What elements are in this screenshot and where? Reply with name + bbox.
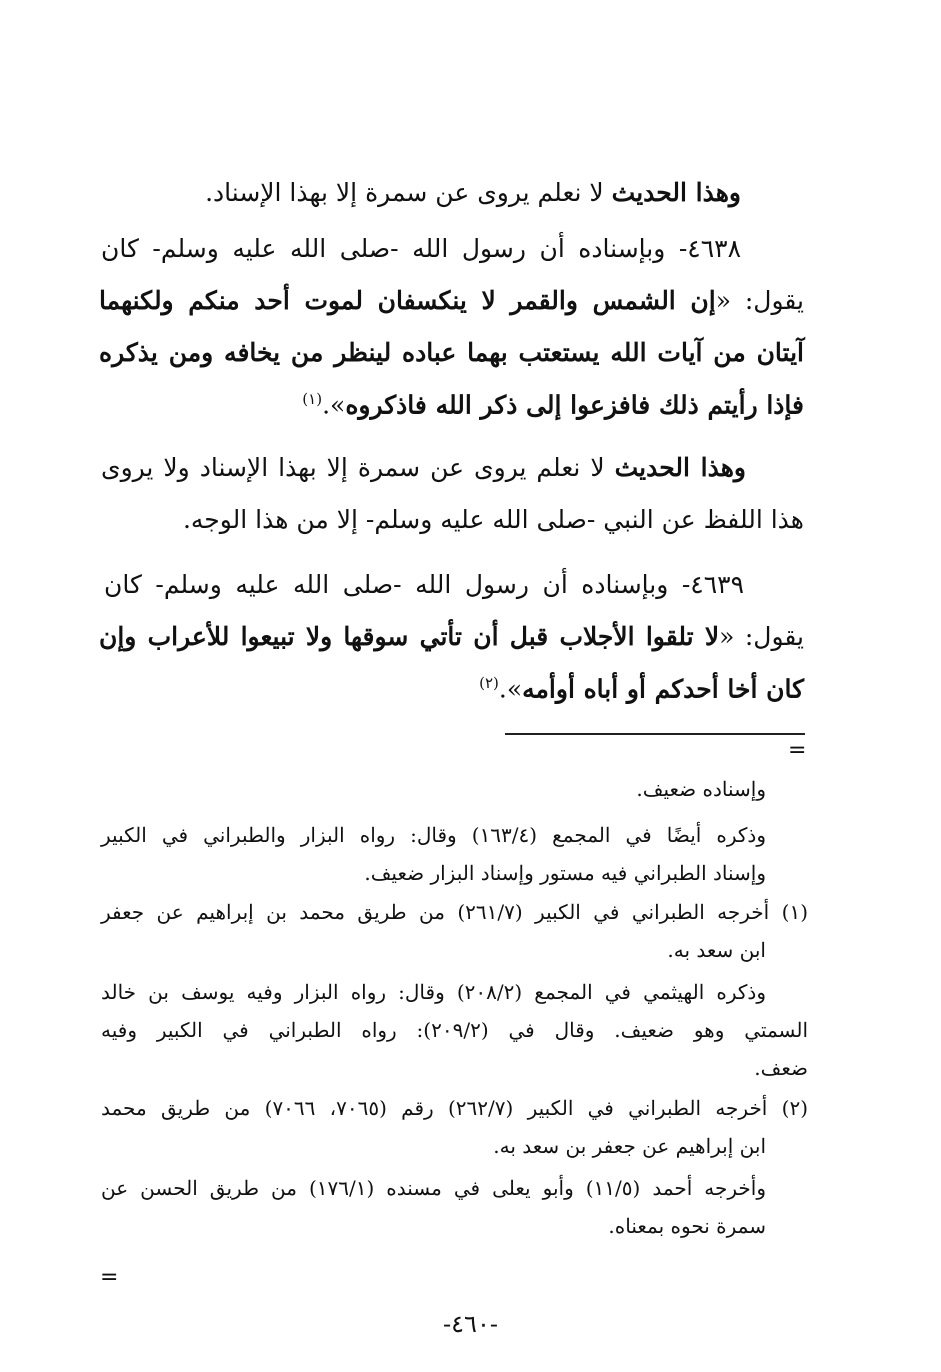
text-span: لا نعلم يروى عن سمرة إلا بهذا الإسناد ولا يروى xyxy=(101,453,605,482)
paragraph-2-line-2 xyxy=(183,507,804,532)
footnote-line xyxy=(101,1178,766,1198)
bold-phrase: آيتان من آيات الله يستعتب بهما عباده لينظر من يخافه ومن يذكره xyxy=(99,338,804,367)
text-span: السمتي وهو ضعيف. وقال في (٢٠٩/٢): رواه الطبراني في الكبير وفيه xyxy=(101,1018,809,1042)
text-span: ابن إبراهيم عن جعفر بن سعد به. xyxy=(493,1134,766,1158)
footnote-separator xyxy=(505,733,805,735)
hadith-4639-line-1 xyxy=(104,572,744,597)
text-span: ٤٦٣٩- وبإسناده أن رسول الله -صلى الله عليه وسلم- كان xyxy=(104,570,744,599)
text-span: ». xyxy=(322,390,346,420)
footnote-line xyxy=(667,940,766,960)
text-span: وإسناد الطبراني فيه مستور وإسناد البزار ضعيف. xyxy=(364,861,766,885)
text-span: يقول: « xyxy=(719,622,804,651)
text-span: وأخرجه أحمد (١١/٥) وأبو يعلى في مسنده (١٧٦/١) من طريق الحسن عن xyxy=(101,1176,767,1200)
footnote-line xyxy=(636,779,766,799)
footnote-line xyxy=(101,825,766,845)
footnote-line xyxy=(101,902,808,922)
text-span: وذكره أيضًا في المجمع (١٦٣/٤) وقال: رواه البزار والطبراني في الكبير xyxy=(101,823,766,847)
hadith-4638-line-1 xyxy=(101,236,741,261)
paragraph-line xyxy=(205,180,741,205)
bold-phrase: وهذا الحديث xyxy=(611,178,741,207)
text-span: ٤٦٣٨- وبإسناده أن رسول الله -صلى الله عليه وسلم- كان xyxy=(101,234,741,263)
text-span: سمرة نحوه بمعناه. xyxy=(608,1214,766,1238)
bold-phrase: وهذا الحديث xyxy=(614,453,746,482)
footnote-line xyxy=(493,1136,766,1156)
hadith-4638-line-3 xyxy=(99,340,804,365)
footnote-line xyxy=(608,1216,766,1236)
footnote-line xyxy=(364,863,766,883)
hadith-4638-line-2 xyxy=(99,288,804,313)
continuation-mark: = xyxy=(788,738,807,763)
text-span: (٢) أخرجه الطبراني في الكبير (٢٦٢/٧) رقم (٧٠٦٥، ٧٠٦٦) من طريق محمد xyxy=(101,1096,808,1120)
text-span: ». xyxy=(498,674,523,704)
paragraph-2-line-1 xyxy=(101,455,746,480)
footnote-line xyxy=(754,1058,808,1078)
footnote-line xyxy=(101,1098,808,1118)
hadith-4639-line-2 xyxy=(99,624,804,649)
text-span: وإسناده ضعيف. xyxy=(636,777,766,801)
text-span: يقول: « xyxy=(715,286,804,315)
text-span: ابن سعد به. xyxy=(667,938,766,962)
bold-phrase: لا تلقوا الأجلاب قبل أن تأتي سوقها ولا تبيعوا للأعراب وإن xyxy=(99,622,720,651)
text-span: ضعف. xyxy=(754,1056,808,1080)
bold-phrase: فإذا رأيتم ذلك فافزعوا إلى ذكر الله فاذكروه xyxy=(345,390,804,420)
footnote-line xyxy=(101,1020,808,1040)
text-span: (١) أخرجه الطبراني في الكبير (٢٦١/٧) من طريق محمد بن إبراهيم عن جعفر xyxy=(101,900,808,924)
text-span: هذا اللفظ عن النبي -صلى الله عليه وسلم- إلا من هذا الوجه. xyxy=(182,505,804,534)
hadith-4639-line-3 xyxy=(479,674,804,704)
bold-phrase: كان أخا أحدكم أو أباه أوأمه xyxy=(522,674,804,704)
continuation-mark: = xyxy=(100,1265,119,1290)
footnote-ref: (١) xyxy=(302,390,323,408)
page-number: -٤٦٠- xyxy=(443,1310,498,1338)
hadith-4638-line-4 xyxy=(302,390,804,420)
text-span: وذكره الهيثمي في المجمع (٢٠٨/٢) وقال: رواه البزار وفيه يوسف بن خالد xyxy=(101,980,766,1004)
text-span: لا نعلم يروى عن سمرة إلا بهذا الإسناد. xyxy=(205,178,604,207)
footnote-ref: (٢) xyxy=(479,674,499,692)
bold-phrase: إن الشمس والقمر لا ينكسفان لموت أحد منكم ولكنهما xyxy=(99,286,716,315)
footnote-line xyxy=(101,982,766,1002)
